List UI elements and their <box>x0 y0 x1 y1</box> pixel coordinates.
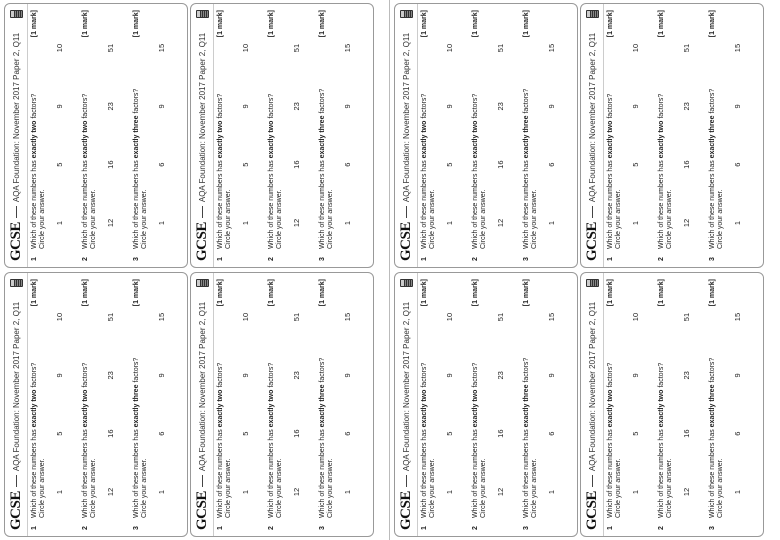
question <box>658 279 709 530</box>
question <box>268 10 319 261</box>
question <box>523 279 574 530</box>
answer-option[interactable]: 23 <box>682 371 691 380</box>
instruction-text: Circle your answer. <box>480 458 487 518</box>
answer-option[interactable]: 1 <box>445 489 454 495</box>
answer-option[interactable]: 1 <box>445 220 454 226</box>
mark-label: [1 mark] <box>217 10 224 38</box>
worksheet-card <box>190 3 374 268</box>
question-source: AQA Foundation: November 2017 Paper 2, Q11 <box>401 301 411 472</box>
answer-option[interactable]: 5 <box>445 162 454 167</box>
gcse-logo: GCSE <box>397 222 414 261</box>
question-number: 1 <box>217 526 224 530</box>
question-text: Which of these numbers has exactly three factors? <box>319 357 326 518</box>
answer-options <box>674 10 691 261</box>
answer-option[interactable]: 9 <box>547 104 556 109</box>
question-source: AQA Foundation: November 2017 Paper 2, Q11 <box>587 32 597 203</box>
answer-option[interactable]: 9 <box>631 104 640 109</box>
answer-option[interactable]: 5 <box>55 431 64 436</box>
instruction-text: Circle your answer. <box>717 189 724 249</box>
worksheet-card <box>4 3 188 268</box>
worksheet-card <box>394 272 578 537</box>
answer-option[interactable]: 9 <box>733 373 742 378</box>
question-number: 2 <box>268 257 275 261</box>
answer-option[interactable]: 1 <box>547 489 556 495</box>
question-text: Which of these numbers has exactly two factors? <box>472 362 479 518</box>
answer-options <box>233 10 250 261</box>
answer-option[interactable]: 12 <box>292 218 301 228</box>
answer-option[interactable]: 9 <box>631 373 640 378</box>
instruction-text: Circle your answer. <box>666 189 673 249</box>
answer-option[interactable]: 9 <box>55 373 64 378</box>
answer-options <box>149 279 166 530</box>
card-body <box>28 273 184 536</box>
answer-option[interactable]: 1 <box>157 220 166 226</box>
answer-option[interactable]: 51 <box>496 43 505 53</box>
worksheet-card <box>190 272 374 537</box>
card-header <box>191 273 214 536</box>
answer-option[interactable]: 10 <box>631 312 640 322</box>
mark-label: [1 mark] <box>268 279 275 307</box>
answer-option[interactable]: 1 <box>547 220 556 226</box>
answer-option[interactable]: 51 <box>106 312 115 322</box>
calculator-icon <box>196 10 209 18</box>
answer-option[interactable]: 1 <box>55 489 64 495</box>
answer-option[interactable]: 9 <box>547 373 556 378</box>
card-body <box>418 4 574 267</box>
answer-option[interactable]: 16 <box>496 429 505 438</box>
instruction-text: Circle your answer. <box>531 458 538 518</box>
question <box>82 279 133 530</box>
gcse-logo: GCSE <box>583 222 600 261</box>
answer-option[interactable]: 1 <box>733 220 742 226</box>
question-source: AQA Foundation: November 2017 Paper 2, Q11 <box>197 32 207 203</box>
question <box>319 10 370 261</box>
gcse-logo: GCSE <box>7 491 24 530</box>
question <box>421 279 472 530</box>
question <box>709 279 760 530</box>
question-text: Which of these numbers has exactly two factors? <box>31 362 38 518</box>
answer-option[interactable]: 51 <box>496 312 505 322</box>
answer-option[interactable]: 6 <box>343 431 352 436</box>
instruction-text: Circle your answer. <box>615 458 622 518</box>
answer-option[interactable]: 9 <box>445 373 454 378</box>
answer-options <box>98 10 115 261</box>
worksheet-card <box>394 3 578 268</box>
question-number: 3 <box>523 257 530 261</box>
gcse-logo: GCSE <box>193 491 210 530</box>
instruction-text: Circle your answer. <box>276 458 283 518</box>
question-text: Which of these numbers has exactly three factors? <box>133 88 140 249</box>
header-dash <box>202 475 203 487</box>
answer-option[interactable]: 51 <box>106 43 115 53</box>
mark-label: [1 mark] <box>217 279 224 307</box>
mark-label: [1 mark] <box>709 10 716 38</box>
answer-option[interactable]: 5 <box>241 431 250 436</box>
card-body <box>418 273 574 536</box>
answer-option[interactable]: 16 <box>496 160 505 169</box>
calculator-icon <box>10 10 23 18</box>
question <box>31 10 82 261</box>
mark-label: [1 mark] <box>82 10 89 38</box>
answer-option[interactable]: 5 <box>241 162 250 167</box>
question-text: Which of these numbers has exactly three factors? <box>319 88 326 249</box>
answer-option[interactable]: 15 <box>547 43 556 53</box>
answer-options <box>539 279 556 530</box>
answer-option[interactable]: 12 <box>682 218 691 228</box>
calculator-icon <box>586 10 599 18</box>
answer-option[interactable]: 6 <box>733 162 742 167</box>
mark-label: [1 mark] <box>523 279 530 307</box>
answer-option[interactable]: 9 <box>733 104 742 109</box>
answer-options <box>725 10 742 261</box>
instruction-text: Circle your answer. <box>225 458 232 518</box>
worksheet-card <box>580 272 764 537</box>
question-text: Which of these numbers has exactly three factors? <box>133 357 140 518</box>
answer-option[interactable]: 12 <box>106 487 115 497</box>
question-number: 3 <box>319 257 326 261</box>
answer-option[interactable]: 12 <box>682 487 691 497</box>
answer-option[interactable]: 9 <box>241 104 250 109</box>
answer-options <box>437 10 454 261</box>
instruction-text: Circle your answer. <box>39 458 46 518</box>
instruction-text: Circle your answer. <box>666 458 673 518</box>
answer-option[interactable]: 10 <box>445 43 454 53</box>
answer-option[interactable]: 15 <box>157 43 166 53</box>
answer-option[interactable]: 12 <box>292 487 301 497</box>
calculator-icon <box>400 10 413 18</box>
answer-option[interactable]: 5 <box>631 162 640 167</box>
answer-options <box>98 279 115 530</box>
answer-options <box>47 279 64 530</box>
header-dash <box>592 206 593 218</box>
instruction-text: Circle your answer. <box>90 458 97 518</box>
question <box>658 10 709 261</box>
card-header <box>191 4 214 267</box>
question <box>319 279 370 530</box>
answer-option[interactable]: 15 <box>343 312 352 322</box>
mark-label: [1 mark] <box>31 279 38 307</box>
answer-option[interactable]: 15 <box>547 312 556 322</box>
answer-option[interactable]: 12 <box>496 218 505 228</box>
mark-label: [1 mark] <box>709 279 716 307</box>
answer-options <box>149 10 166 261</box>
answer-option[interactable]: 6 <box>547 431 556 436</box>
answer-option[interactable]: 1 <box>55 220 64 226</box>
answer-option[interactable]: 15 <box>733 312 742 322</box>
question-text: Which of these numbers has exactly two factors? <box>82 362 89 518</box>
answer-options <box>284 10 301 261</box>
answer-option[interactable]: 9 <box>343 373 352 378</box>
answer-option[interactable]: 1 <box>631 220 640 226</box>
answer-option[interactable]: 15 <box>343 43 352 53</box>
question-number: 2 <box>658 257 665 261</box>
question-text: Which of these numbers has exactly two factors? <box>268 93 275 249</box>
card-body <box>214 4 370 267</box>
question-number: 2 <box>82 526 89 530</box>
answer-option[interactable]: 1 <box>631 489 640 495</box>
question-text: Which of these numbers has exactly two factors? <box>268 362 275 518</box>
question-text: Which of these numbers has exactly three factors? <box>709 88 716 249</box>
answer-option[interactable]: 16 <box>106 160 115 169</box>
card-header <box>395 273 418 536</box>
header-dash <box>592 475 593 487</box>
answer-option[interactable]: 12 <box>496 487 505 497</box>
question-number: 1 <box>31 526 38 530</box>
answer-option[interactable]: 5 <box>631 431 640 436</box>
question-text: Which of these numbers has exactly two factors? <box>658 362 665 518</box>
gcse-logo: GCSE <box>7 222 24 261</box>
question <box>472 279 523 530</box>
card-header <box>581 273 604 536</box>
calculator-icon <box>196 279 209 287</box>
question-text: Which of these numbers has exactly two factors? <box>421 362 428 518</box>
instruction-text: Circle your answer. <box>141 189 148 249</box>
instruction-text: Circle your answer. <box>480 189 487 249</box>
answer-option[interactable]: 10 <box>631 43 640 53</box>
mark-label: [1 mark] <box>133 279 140 307</box>
answer-option[interactable]: 10 <box>241 43 250 53</box>
question-number: 1 <box>421 257 428 261</box>
gcse-logo: GCSE <box>397 491 414 530</box>
mark-label: [1 mark] <box>319 279 326 307</box>
answer-option[interactable]: 51 <box>682 43 691 53</box>
mark-label: [1 mark] <box>421 10 428 38</box>
question <box>607 10 658 261</box>
answer-option[interactable]: 51 <box>682 312 691 322</box>
question <box>217 279 268 530</box>
sheet-page-right <box>390 0 780 540</box>
answer-option[interactable]: 15 <box>733 43 742 53</box>
question <box>268 279 319 530</box>
gcse-logo: GCSE <box>193 222 210 261</box>
header-dash <box>406 206 407 218</box>
answer-options <box>47 10 64 261</box>
question-text: Which of these numbers has exactly two factors? <box>217 93 224 249</box>
instruction-text: Circle your answer. <box>39 189 46 249</box>
answer-options <box>674 279 691 530</box>
answer-option[interactable]: 16 <box>682 160 691 169</box>
card-header <box>581 4 604 267</box>
question-number: 2 <box>472 257 479 261</box>
question-text: Which of these numbers has exactly two factors? <box>607 93 614 249</box>
card-body <box>604 4 760 267</box>
answer-options <box>437 279 454 530</box>
mark-label: [1 mark] <box>133 10 140 38</box>
question-number: 3 <box>709 257 716 261</box>
question-text: Which of these numbers has exactly three factors? <box>523 357 530 518</box>
instruction-text: Circle your answer. <box>717 458 724 518</box>
answer-option[interactable]: 1 <box>343 489 352 495</box>
mark-label: [1 mark] <box>658 10 665 38</box>
answer-option[interactable]: 9 <box>157 373 166 378</box>
question <box>133 10 184 261</box>
answer-option[interactable]: 6 <box>157 162 166 167</box>
answer-option[interactable]: 1 <box>157 489 166 495</box>
answer-option[interactable]: 6 <box>343 162 352 167</box>
calculator-icon <box>400 279 413 287</box>
answer-option[interactable]: 6 <box>157 431 166 436</box>
answer-option[interactable]: 9 <box>445 104 454 109</box>
card-body <box>604 273 760 536</box>
header-dash <box>16 206 17 218</box>
mark-label: [1 mark] <box>607 279 614 307</box>
question <box>217 10 268 261</box>
worksheet-card <box>4 272 188 537</box>
question-source: AQA Foundation: November 2017 Paper 2, Q11 <box>401 32 411 203</box>
question-number: 3 <box>133 526 140 530</box>
answer-options <box>335 279 352 530</box>
answer-option[interactable]: 16 <box>292 429 301 438</box>
question-text: Which of these numbers has exactly two factors? <box>421 93 428 249</box>
question-number: 2 <box>472 526 479 530</box>
answer-options <box>284 279 301 530</box>
mark-label: [1 mark] <box>31 10 38 38</box>
answer-option[interactable]: 10 <box>241 312 250 322</box>
question <box>709 10 760 261</box>
header-dash <box>16 475 17 487</box>
question-source: AQA Foundation: November 2017 Paper 2, Q11 <box>587 301 597 472</box>
mark-label: [1 mark] <box>421 279 428 307</box>
question <box>607 279 658 530</box>
question-number: 1 <box>217 257 224 261</box>
question-number: 3 <box>709 526 716 530</box>
question-source: AQA Foundation: November 2017 Paper 2, Q11 <box>11 32 21 203</box>
mark-label: [1 mark] <box>268 10 275 38</box>
answer-options <box>335 10 352 261</box>
instruction-text: Circle your answer. <box>90 189 97 249</box>
instruction-text: Circle your answer. <box>327 189 334 249</box>
question-number: 1 <box>607 526 614 530</box>
answer-option[interactable]: 1 <box>241 220 250 226</box>
mark-label: [1 mark] <box>319 10 326 38</box>
question <box>523 10 574 261</box>
instruction-text: Circle your answer. <box>615 189 622 249</box>
answer-option[interactable]: 6 <box>547 162 556 167</box>
instruction-text: Circle your answer. <box>327 458 334 518</box>
mark-label: [1 mark] <box>607 10 614 38</box>
question <box>133 279 184 530</box>
card-header <box>5 273 28 536</box>
answer-option[interactable]: 9 <box>343 104 352 109</box>
answer-option[interactable]: 23 <box>496 371 505 380</box>
answer-option[interactable]: 10 <box>55 43 64 53</box>
question-number: 3 <box>319 526 326 530</box>
instruction-text: Circle your answer. <box>531 189 538 249</box>
question-source: AQA Foundation: November 2017 Paper 2, Q11 <box>197 301 207 472</box>
mark-label: [1 mark] <box>658 279 665 307</box>
mark-label: [1 mark] <box>523 10 530 38</box>
header-dash <box>406 475 407 487</box>
instruction-text: Circle your answer. <box>429 189 436 249</box>
answer-options <box>725 279 742 530</box>
question-text: Which of these numbers has exactly two factors? <box>217 362 224 518</box>
instruction-text: Circle your answer. <box>429 458 436 518</box>
answer-option[interactable]: 1 <box>343 220 352 226</box>
answer-option[interactable]: 6 <box>733 431 742 436</box>
answer-option[interactable]: 15 <box>157 312 166 322</box>
answer-options <box>488 10 505 261</box>
card-header <box>395 4 418 267</box>
question-text: Which of these numbers has exactly two factors? <box>82 93 89 249</box>
calculator-icon <box>10 279 23 287</box>
header-dash <box>202 206 203 218</box>
question-number: 2 <box>268 526 275 530</box>
instruction-text: Circle your answer. <box>276 189 283 249</box>
question-number: 1 <box>607 257 614 261</box>
question <box>421 10 472 261</box>
answer-option[interactable]: 16 <box>682 429 691 438</box>
mark-label: [1 mark] <box>472 279 479 307</box>
question-text: Which of these numbers has exactly two factors? <box>31 93 38 249</box>
gcse-logo: GCSE <box>583 491 600 530</box>
question-number: 3 <box>523 526 530 530</box>
question-text: Which of these numbers has exactly two factors? <box>658 93 665 249</box>
question-text: Which of these numbers has exactly two factors? <box>607 362 614 518</box>
question <box>31 279 82 530</box>
answer-option[interactable]: 23 <box>292 102 301 111</box>
answer-option[interactable]: 1 <box>241 489 250 495</box>
answer-option[interactable]: 5 <box>55 162 64 167</box>
answer-option[interactable]: 23 <box>292 371 301 380</box>
answer-option[interactable]: 23 <box>106 371 115 380</box>
question <box>472 10 523 261</box>
answer-option[interactable]: 12 <box>106 218 115 228</box>
card-header <box>5 4 28 267</box>
question-number: 2 <box>658 526 665 530</box>
answer-option[interactable]: 51 <box>292 43 301 53</box>
answer-options <box>539 10 556 261</box>
answer-option[interactable]: 10 <box>445 312 454 322</box>
answer-option[interactable]: 16 <box>292 160 301 169</box>
answer-option[interactable]: 5 <box>445 431 454 436</box>
question-number: 1 <box>421 526 428 530</box>
answer-option[interactable]: 23 <box>106 102 115 111</box>
instruction-text: Circle your answer. <box>225 189 232 249</box>
worksheet-card <box>580 3 764 268</box>
answer-options <box>488 279 505 530</box>
answer-option[interactable]: 9 <box>55 104 64 109</box>
card-body <box>214 273 370 536</box>
answer-options <box>623 10 640 261</box>
question-number: 3 <box>133 257 140 261</box>
question-text: Which of these numbers has exactly three factors? <box>709 357 716 518</box>
answer-option[interactable]: 23 <box>496 102 505 111</box>
answer-option[interactable]: 23 <box>682 102 691 111</box>
question-number: 1 <box>31 257 38 261</box>
answer-option[interactable]: 9 <box>157 104 166 109</box>
mark-label: [1 mark] <box>472 10 479 38</box>
mark-label: [1 mark] <box>82 279 89 307</box>
answer-option[interactable]: 1 <box>733 489 742 495</box>
question-text: Which of these numbers has exactly two factors? <box>472 93 479 249</box>
question-text: Which of these numbers has exactly three factors? <box>523 88 530 249</box>
answer-option[interactable]: 10 <box>55 312 64 322</box>
instruction-text: Circle your answer. <box>141 458 148 518</box>
question <box>82 10 133 261</box>
question-number: 2 <box>82 257 89 261</box>
answer-option[interactable]: 9 <box>241 373 250 378</box>
calculator-icon <box>586 279 599 287</box>
answer-options <box>233 279 250 530</box>
card-body <box>28 4 184 267</box>
answer-option[interactable]: 51 <box>292 312 301 322</box>
question-source: AQA Foundation: November 2017 Paper 2, Q11 <box>11 301 21 472</box>
answer-option[interactable]: 16 <box>106 429 115 438</box>
answer-options <box>623 279 640 530</box>
